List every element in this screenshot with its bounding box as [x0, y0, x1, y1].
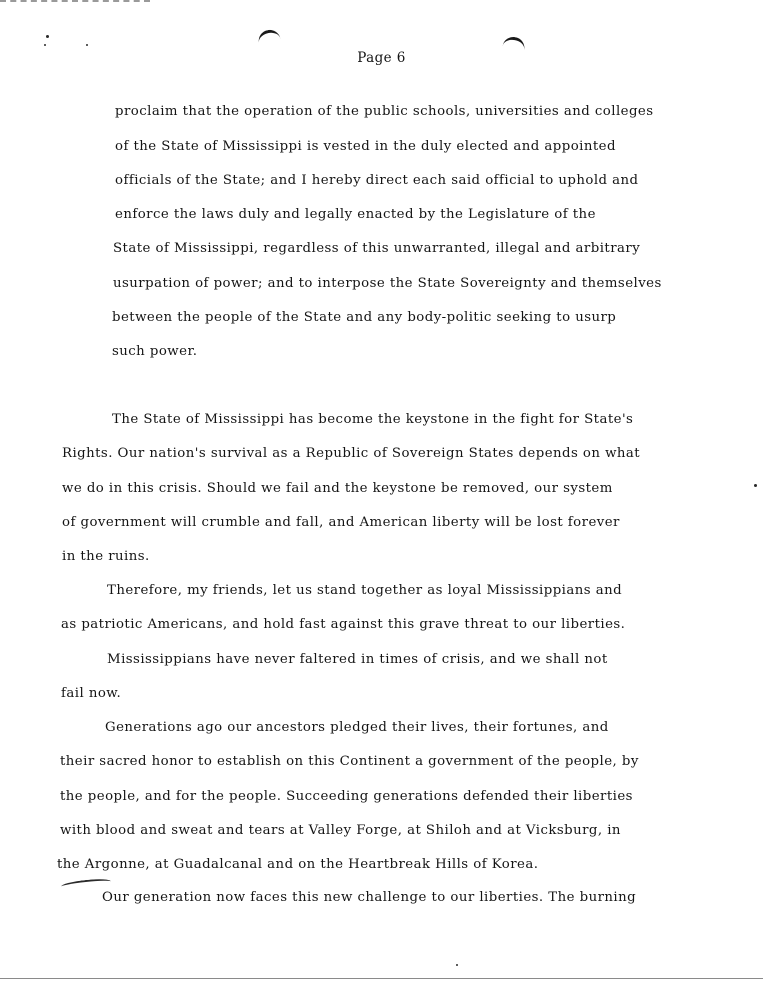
text-line: usurpation of power; and to interpose the State Sovereignty and themselves	[113, 276, 662, 291]
handwritten-pen-mark	[61, 877, 112, 890]
text-line: Rights. Our nation's survival as a Republic of Sovereign States depends on what	[62, 446, 641, 461]
text-line: fail now.	[61, 686, 122, 701]
scan-speck	[456, 964, 458, 966]
text-line: the Argonne, at Guadalcanal and on the Heartbreak Hills of Korea.	[57, 857, 539, 872]
text-line: The State of Mississippi has become the keystone in the fight for State's	[112, 412, 634, 427]
text-line: Mississippians have never faltered in times of crisis, and we shall not	[107, 652, 608, 667]
text-line: enforce the laws duly and legally enacted by the Legislature of the	[115, 207, 596, 222]
text-line: as patriotic Americans, and hold fast against this grave threat to our liberties.	[61, 617, 626, 632]
binder-hole-mark-left	[257, 28, 282, 47]
text-line: we do in this crisis. Should we fail and the keystone be removed, our system	[62, 481, 613, 496]
text-line: in the ruins.	[62, 549, 150, 564]
text-line: State of Mississippi, regardless of this unwarranted, illegal and arbitrary	[113, 241, 641, 256]
page-number: Page 6	[357, 50, 406, 66]
text-line: Generations ago our ancestors pledged their lives, their fortunes, and	[105, 720, 609, 735]
text-line: officials of the State; and I hereby direct each said official to uphold and	[115, 173, 639, 188]
scan-speck	[86, 44, 88, 46]
text-line: Therefore, my friends, let us stand together as loyal Mississippians and	[107, 583, 623, 598]
text-line: between the people of the State and any body-politic seeking to usurp	[112, 310, 617, 325]
text-line: of government will crumble and fall, and American liberty will be lost forever	[62, 515, 620, 530]
scan-speck	[754, 484, 757, 487]
text-line: proclaim that the operation of the public schools, universities and colleges	[115, 104, 654, 119]
text-line: with blood and sweat and tears at Valley Forge, at Shiloh and at Vicksburg, in	[60, 823, 621, 838]
scan-speck	[46, 35, 49, 38]
text-line: such power.	[112, 344, 198, 359]
scan-edge-dashes	[0, 0, 150, 4]
text-line: of the State of Mississippi is vested in the duly elected and appointed	[115, 139, 616, 154]
text-line: Our generation now faces this new challenge to our liberties. The burning	[102, 890, 637, 905]
scan-bottom-edge	[0, 978, 763, 979]
text-line: their sacred honor to establish on this Continent a government of the people, by	[60, 754, 639, 769]
text-line: the people, and for the people. Succeeding generations defended their liberties	[60, 789, 633, 804]
scan-speck	[44, 44, 46, 46]
